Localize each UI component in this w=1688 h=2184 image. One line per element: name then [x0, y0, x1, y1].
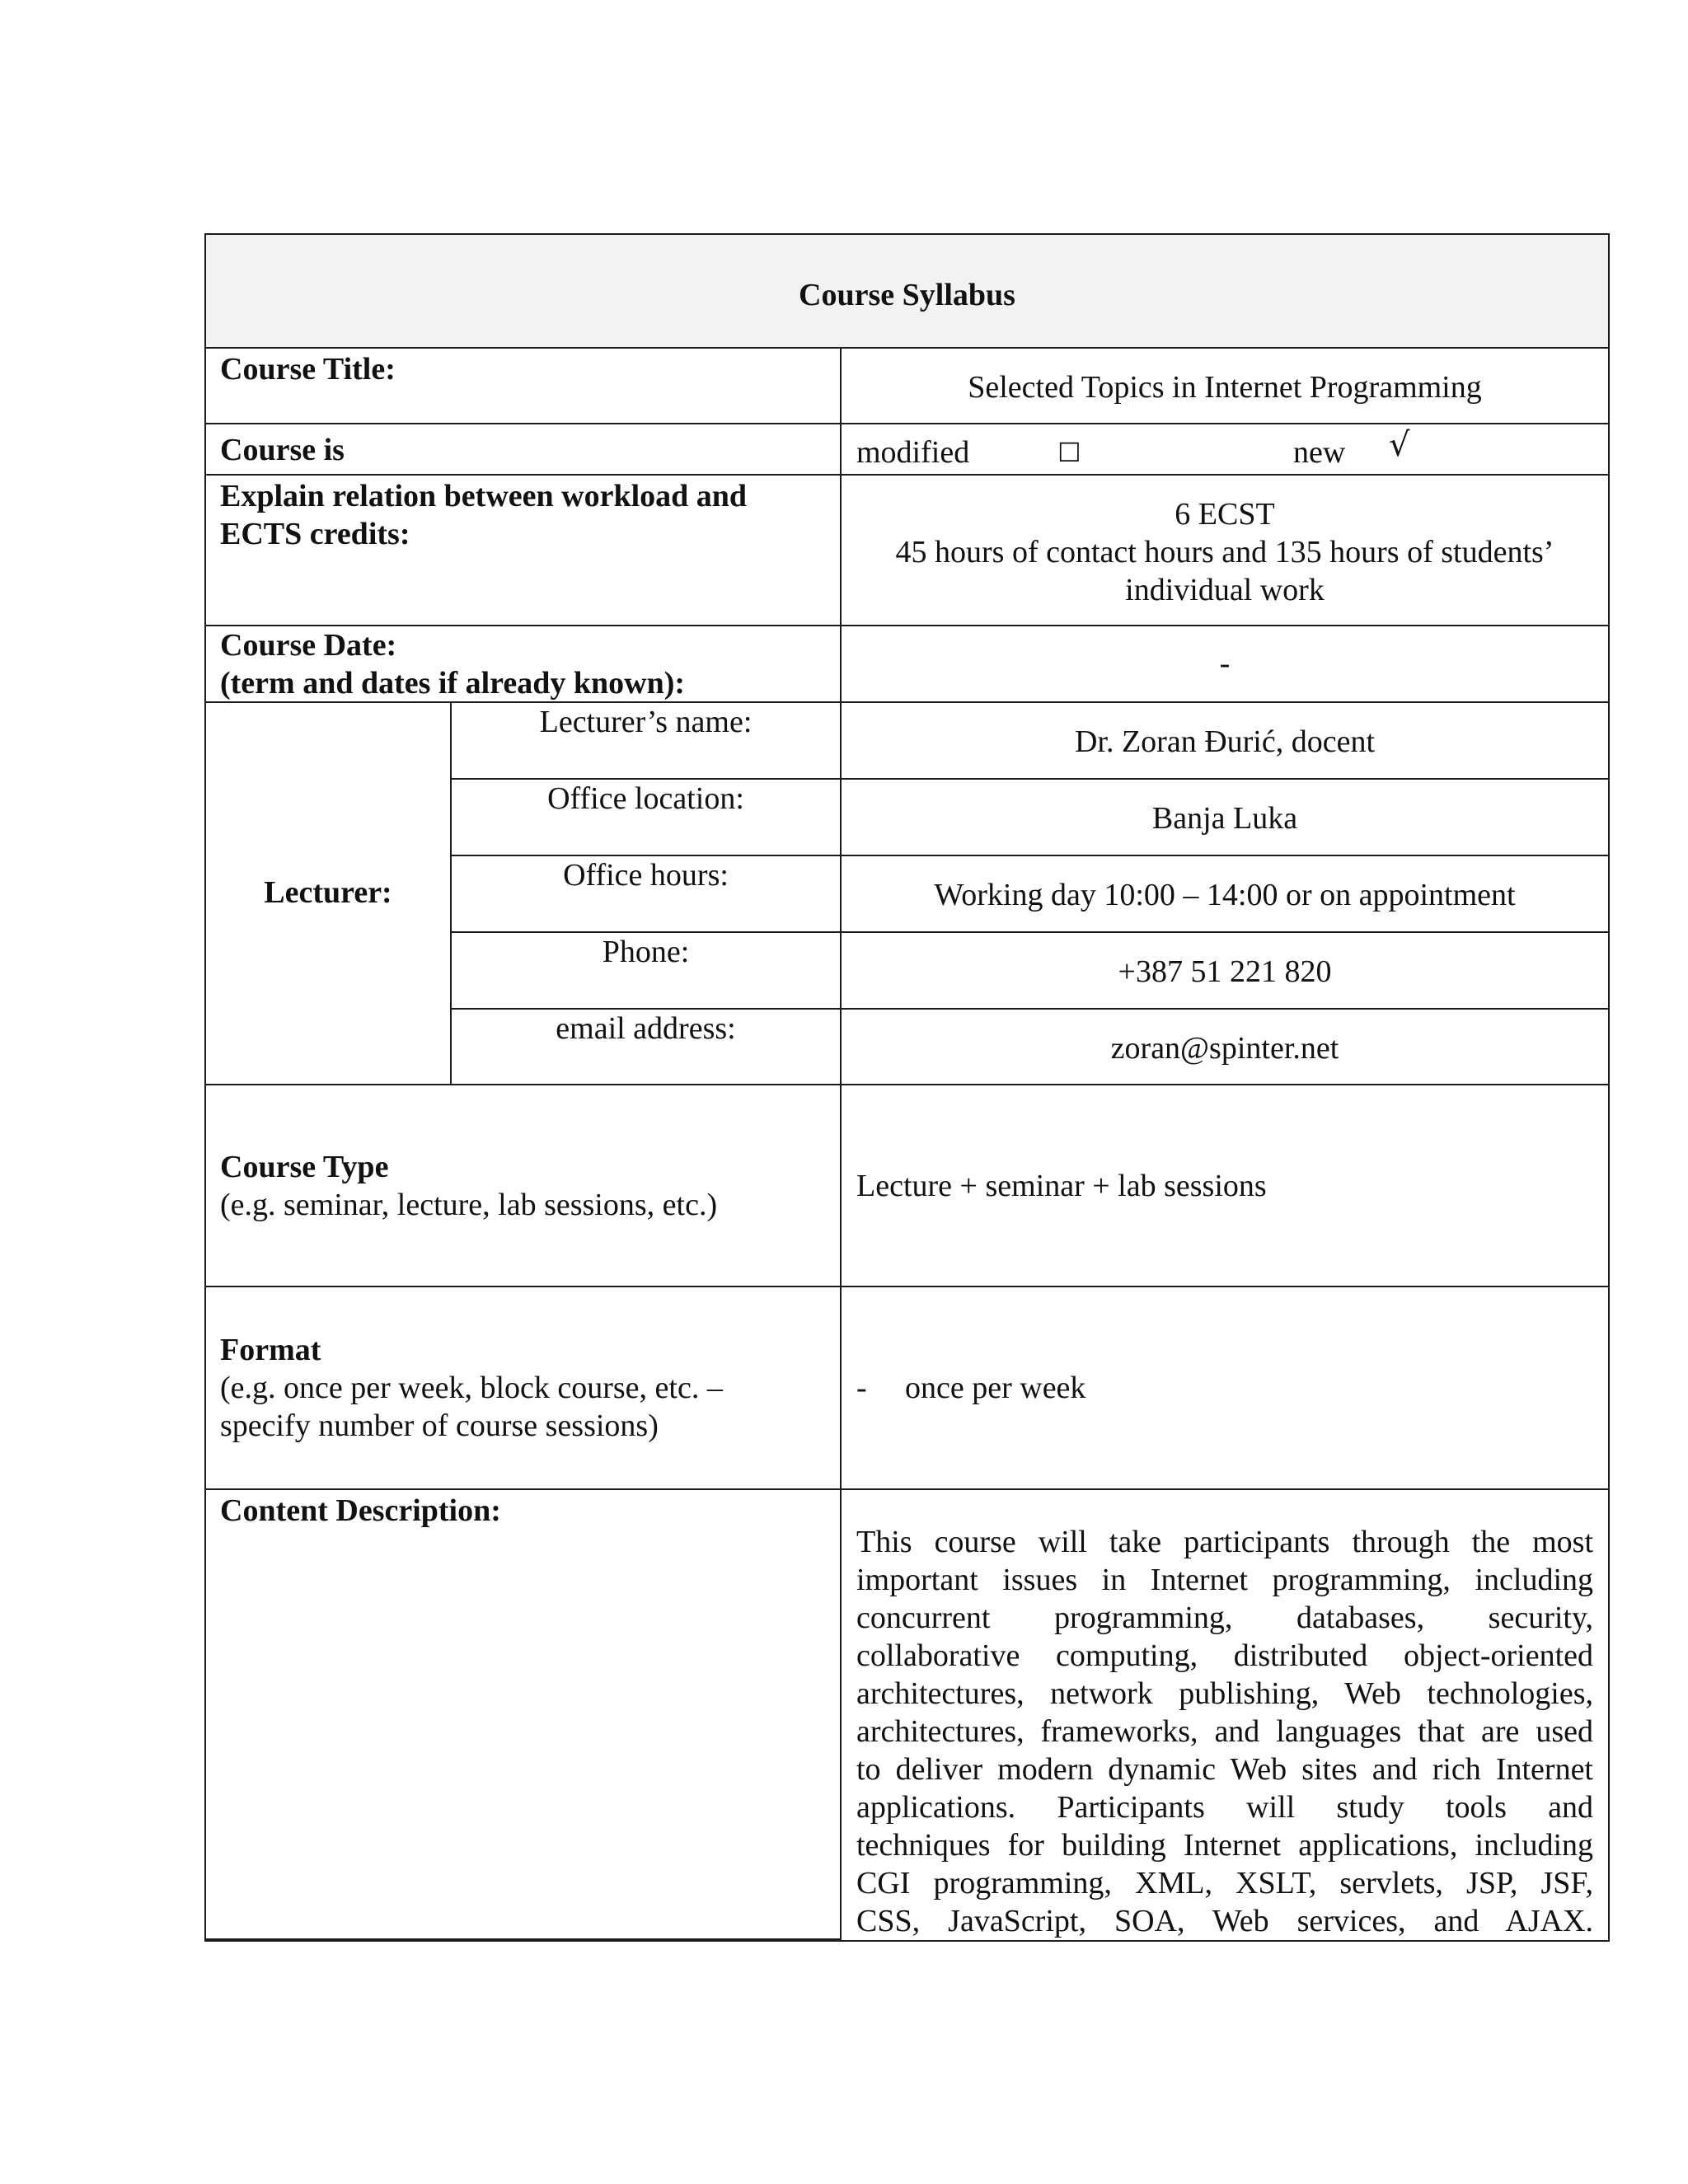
office-location-label: Office location:: [547, 781, 744, 816]
course-title-label: Course Title:: [220, 352, 396, 387]
workload-label-line1: Explain relation between workload and: [220, 479, 748, 513]
office-location-value: Banja Luka: [1151, 801, 1298, 836]
phone-value-cell: [842, 933, 1608, 1010]
header-row: [206, 235, 1608, 349]
lecturer-label-cell: [206, 703, 452, 1085]
workload-value-line2: 45 hours of contact hours and 135 hours of students’: [895, 535, 1554, 569]
content-line: applications. Participants will study tools and: [856, 1790, 1593, 1825]
format-label-cell: [206, 1287, 842, 1490]
content-line: collaborative computing, distributed object-oriented: [856, 1638, 1593, 1673]
content-line: CGI programming, XML, XSLT, servlets, JSP, JSF,: [856, 1866, 1593, 1900]
office-location-value-cell: [842, 780, 1608, 856]
workload-label-line2: ECTS credits:: [220, 517, 410, 551]
content-label: Content Description:: [220, 1493, 501, 1528]
email-value-cell: [842, 1010, 1608, 1085]
email-label: email address:: [556, 1011, 736, 1046]
format-hint-line2: specify number of course sessions): [220, 1408, 659, 1443]
content-label-cell: [206, 1490, 842, 1940]
lecturer-name-value: Dr. Zoran Đurić, docent: [1074, 724, 1376, 759]
content-line: techniques for building Internet applications, including: [856, 1828, 1593, 1863]
format-value: once per week: [905, 1371, 1086, 1405]
course-type-label: Course Type: [220, 1150, 389, 1184]
workload-label-cell: [206, 476, 842, 626]
format-value-cell: [842, 1287, 1608, 1490]
lecturer-name-value-cell: [842, 703, 1608, 780]
format-bullet: -: [856, 1371, 867, 1405]
office-hours-label: Office hours:: [563, 858, 729, 893]
new-check-icon: √: [1389, 426, 1410, 464]
course-type-label-cell: [206, 1085, 842, 1287]
content-value-cell: [842, 1490, 1608, 1940]
course-type-value: Lecture + seminar + lab sessions: [856, 1169, 1267, 1203]
phone-value: +387 51 221 820: [1118, 954, 1332, 989]
course-date-value: -: [1219, 646, 1231, 681]
lecturer-name-label-cell: [452, 703, 842, 780]
content-description: [856, 1523, 1593, 1940]
modified-label: modified: [856, 435, 970, 470]
content-line: concurrent programming, databases, security,: [856, 1601, 1593, 1635]
content-line: to deliver modern dynamic Web sites and rich Internet: [856, 1752, 1593, 1787]
content-line: architectures, frameworks, and languages that are used: [856, 1714, 1593, 1749]
lecturer-label: Lecturer:: [264, 875, 392, 910]
course-title-value-cell: [842, 349, 1608, 424]
office-hours-label-cell: [452, 856, 842, 933]
course-date-label-cell: [206, 626, 842, 703]
content-line: important issues in Internet programming, including: [856, 1563, 1593, 1597]
content-line: CSS, JavaScript, SOA, Web services, and AJAX.: [856, 1904, 1593, 1938]
content-line: architectures, network publishing, Web technologies,: [856, 1676, 1593, 1711]
email-value: zoran@spinter.net: [1110, 1031, 1339, 1066]
course-is-label-cell: [206, 424, 842, 476]
modified-checkbox-icon: ☐: [1057, 437, 1081, 468]
course-type-hint: (e.g. seminar, lecture, lab sessions, etc.): [220, 1188, 718, 1222]
syllabus-title: Course Syllabus: [799, 278, 1015, 312]
course-is-value-cell: [842, 424, 1608, 476]
email-label-cell: [452, 1010, 842, 1085]
phone-label-cell: [452, 933, 842, 1010]
lecturer-name-label: Lecturer’s name:: [539, 705, 753, 739]
course-title-value: Selected Topics in Internet Programming: [968, 370, 1482, 405]
course-date-label-line2: (term and dates if already known):: [220, 666, 686, 701]
format-hint-line1: (e.g. once per week, block course, etc. –: [220, 1371, 723, 1405]
format-label: Format: [220, 1333, 321, 1367]
office-hours-value-cell: [842, 856, 1608, 933]
office-location-label-cell: [452, 780, 842, 856]
course-date-label-line1: Course Date:: [220, 628, 397, 663]
workload-value-cell: [842, 476, 1608, 626]
content-line: This course will take participants through the most: [856, 1525, 1593, 1559]
new-label: new: [1293, 435, 1346, 470]
phone-label: Phone:: [602, 935, 690, 969]
course-is-label: Course is: [220, 433, 345, 467]
course-type-value-cell: [842, 1085, 1608, 1287]
course-title-label-cell: [206, 349, 842, 424]
workload-value-line1: 6 ECST: [1175, 497, 1275, 532]
course-date-value-cell: [842, 626, 1608, 703]
office-hours-value: Working day 10:00 – 14:00 or on appointment: [934, 878, 1516, 912]
workload-value-line3: individual work: [1125, 573, 1325, 607]
